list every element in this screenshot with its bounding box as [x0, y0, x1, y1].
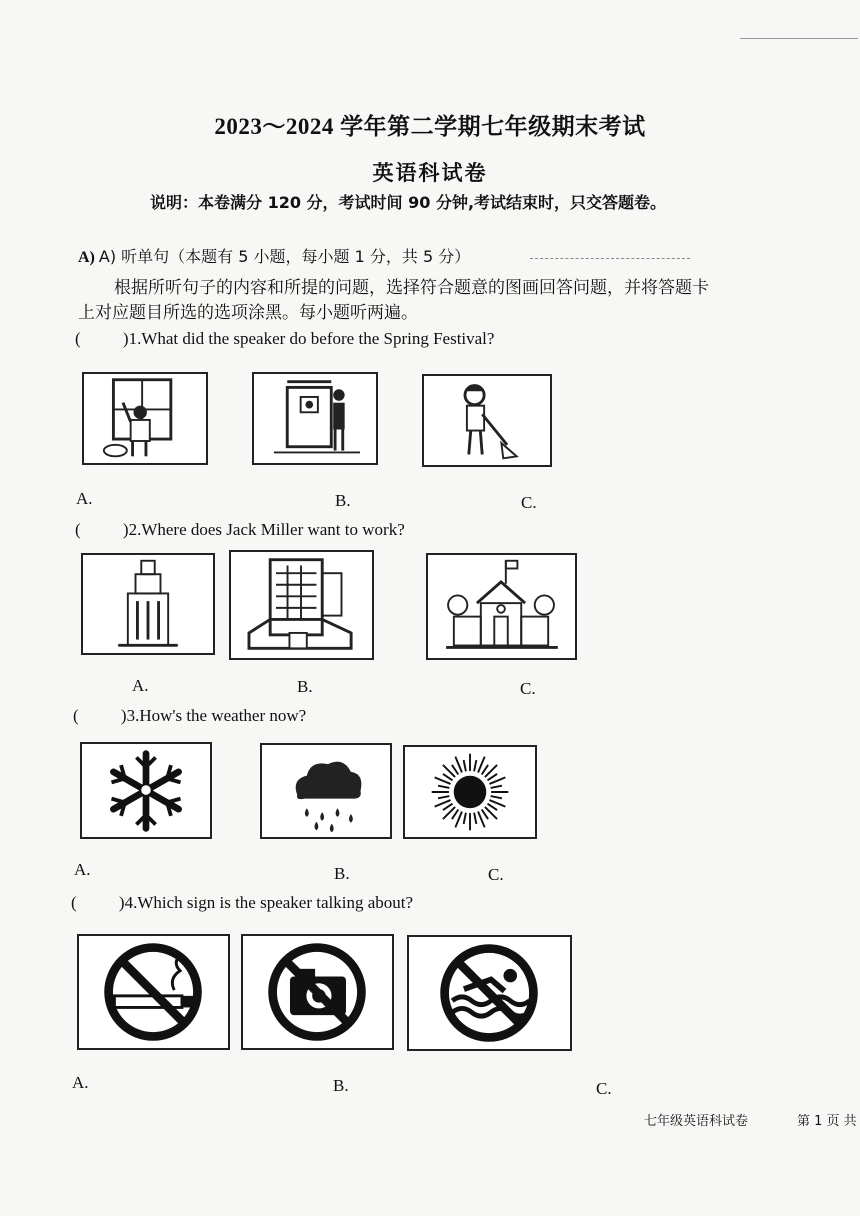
- sun-ray: [452, 765, 458, 775]
- footer-subject: 七年级英语科试卷: [644, 1114, 749, 1129]
- no-photo-sign-icon: [243, 936, 392, 1048]
- q4-option-b-image[interactable]: [241, 934, 394, 1050]
- answer-paren: (: [71, 893, 77, 912]
- sun-ray: [464, 813, 466, 824]
- q1-option-a-label: A.: [76, 489, 93, 508]
- q1-option-a-image[interactable]: [82, 372, 208, 465]
- q4-option-c-image[interactable]: [407, 935, 572, 1051]
- scan-line: [740, 38, 858, 39]
- instruction-line-2: 上对应题目所选的选项涂黑。每小题听两遍。: [78, 303, 418, 323]
- q4-option-a-label: A.: [72, 1073, 89, 1092]
- sun-ray: [488, 774, 498, 780]
- q2-option-a-label: A.: [132, 676, 149, 695]
- sweeping-floor-icon: [424, 376, 550, 465]
- sun-ray: [464, 760, 466, 771]
- q2-option-b-label: B.: [297, 677, 313, 696]
- sun-ray: [491, 796, 502, 798]
- question-text: )2.Where does Jack Miller want to work?: [122, 520, 405, 539]
- scan-dash: [530, 258, 690, 259]
- q1-option-b-image[interactable]: [252, 372, 378, 465]
- sun-ray: [452, 810, 458, 820]
- q3-option-c-image[interactable]: [403, 745, 537, 839]
- q3-option-c-label: C.: [488, 865, 504, 884]
- question-text: )1.What did the speaker do before the Spring Festival?: [122, 329, 495, 348]
- section-heading: A) A) 听单句（本题有 5 小题，每小题 1 分，共 5 分）: [78, 247, 471, 266]
- window-cleaning-icon: [84, 374, 206, 463]
- question-1: [75, 329, 494, 349]
- q4-option-b-label: B.: [333, 1076, 349, 1095]
- sun-ray: [482, 810, 488, 820]
- q1-option-b-label: B.: [335, 491, 351, 510]
- sun-icon: [405, 747, 535, 837]
- door-decorating-icon: [254, 374, 376, 463]
- sun-ray: [438, 796, 449, 798]
- instruction-line-1: 根据所听句子的内容和所提的问题，选择符合题意的图画回答问题，并将答题卡: [114, 278, 709, 298]
- question-2: [75, 520, 405, 540]
- question-text: )4.Which sign is the speaker talking about?: [118, 893, 414, 912]
- q2-option-c-image[interactable]: [426, 553, 577, 660]
- answer-paren: (: [75, 520, 81, 539]
- sun-ray: [438, 786, 449, 788]
- question-text: )3.How's the weather now?: [120, 706, 307, 725]
- sun-ray: [474, 760, 476, 771]
- q2-option-a-image[interactable]: [81, 553, 215, 655]
- q2-option-c-label: C.: [520, 679, 536, 698]
- q3-option-b-image[interactable]: [260, 743, 392, 839]
- q3-option-a-image[interactable]: [80, 742, 212, 839]
- exam-note: 说明：本卷满分 120 分，考试时间 90 分钟,考试结束时，只交答题卷。: [150, 193, 667, 212]
- sun-ray: [474, 813, 476, 824]
- footer-page: 第 1 页 共: [797, 1114, 857, 1129]
- question-3: [73, 706, 306, 726]
- sun-ray: [491, 786, 502, 788]
- q4-option-a-image[interactable]: [77, 934, 230, 1050]
- sun-ray: [488, 804, 498, 810]
- no-smoking-sign-icon: [79, 936, 228, 1048]
- no-swimming-sign-icon: [409, 937, 570, 1049]
- sun-ray: [443, 804, 453, 810]
- exam-subtitle: 英语科试卷: [372, 161, 488, 185]
- q2-option-b-image[interactable]: [229, 550, 374, 660]
- sun-ray: [443, 774, 453, 780]
- hotel-building-icon: [231, 552, 372, 658]
- rain-cloud-icon: [262, 745, 390, 837]
- tower-building-icon: [83, 555, 213, 653]
- q1-option-c-image[interactable]: [422, 374, 552, 467]
- q3-option-b-label: B.: [334, 864, 350, 883]
- section-heading-text: A) 听单句（本题有 5 小题，每小题 1 分，共 5 分）: [98, 247, 471, 266]
- q1-option-c-label: C.: [521, 493, 537, 512]
- answer-paren: (: [75, 329, 81, 348]
- snowflake-icon: [82, 744, 210, 837]
- q4-option-c-label: C.: [596, 1079, 612, 1098]
- q3-option-a-label: A.: [74, 860, 91, 879]
- exam-title: 2023～2024 学年第二学期七年级期末考试: [214, 114, 646, 139]
- school-building-icon: [428, 555, 575, 658]
- answer-paren: (: [73, 706, 79, 725]
- sun-ray: [482, 765, 488, 775]
- question-4: [71, 893, 413, 913]
